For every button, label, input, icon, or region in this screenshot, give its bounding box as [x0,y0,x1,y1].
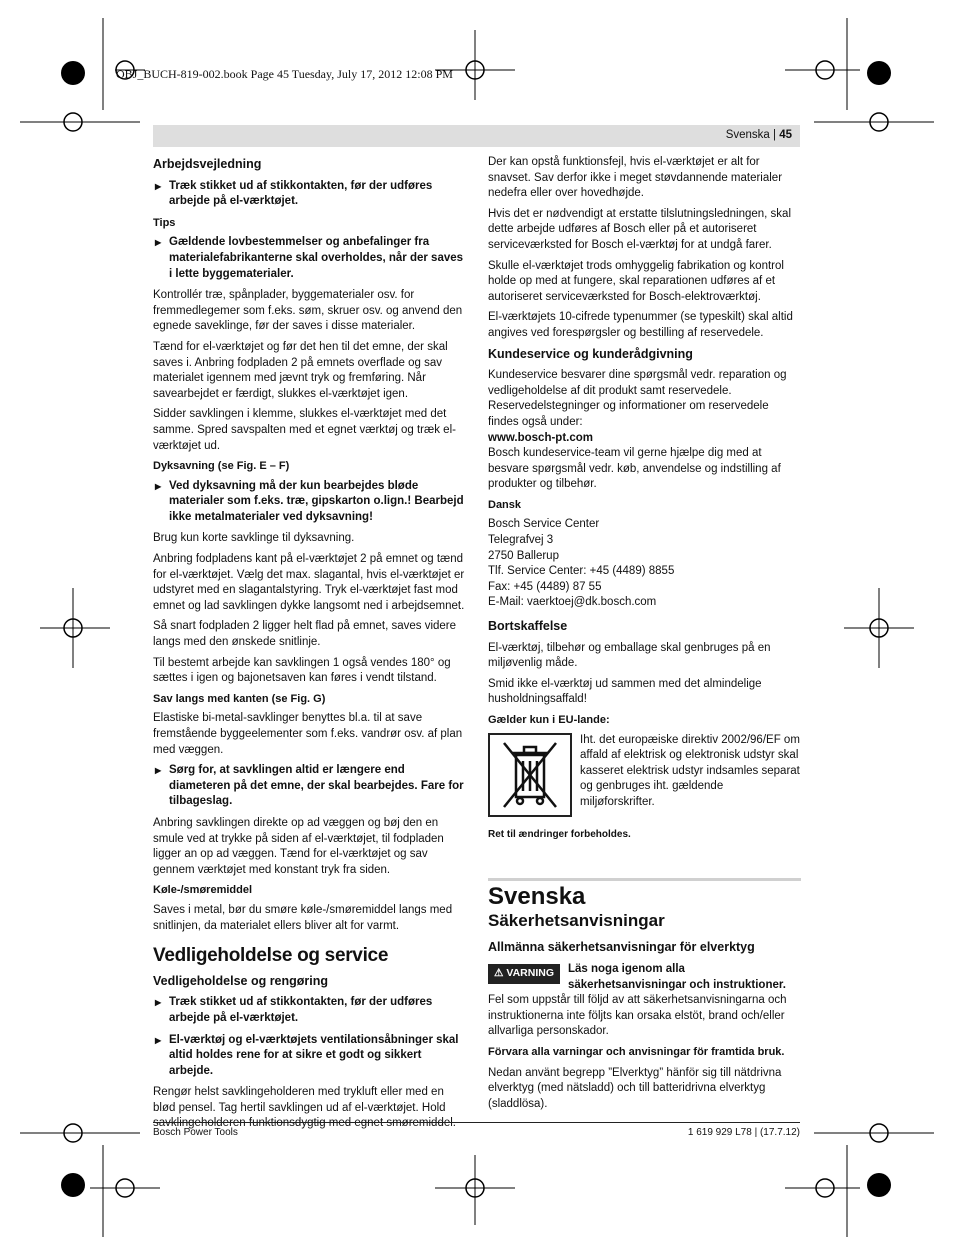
footer-code: 1 619 929 L78 | (17.7.12) [687,1127,800,1138]
weee-block [488,733,801,817]
paragraph: Smid ikke el-værktøj ud sammen med det almindelige husholdningsaffald! [488,677,762,706]
page-number: 45 [779,129,792,141]
url-link[interactable]: www.bosch-pt.com [488,431,593,444]
paragraph: Skulle el-værktøjet trods omhyggelig fabrikation og kontrol holde op med at fungere, skal reparationen udføres af et autoriseret serviceværksted for Bosch-elektroværktøj. [488,259,784,303]
paragraph: Der kan opstå funktionsfejl, hvis el-værktøjet er alt for snavset. Sav derfor ikke i meget støvdannende materialer nedefra eller over hovedhøjde. [488,156,783,200]
subheading: Dansk [488,498,522,511]
section-heading: Arbejdsvejledning [153,157,262,171]
address-line: Bosch Service Center [488,518,600,531]
warning-bold-text: Läs noga igenom alla säkerhetsanvisningar och instruktioner. [567,962,786,991]
subheading: Dyksavning (se Fig. E – F) [153,460,290,473]
paragraph: Brug kun korte savklinge til dyksavning. [153,532,355,545]
warning-bullet: ▶ Træk stikket ud af stikkontakten, før der udføres arbejde på el-værktøjet. [153,995,466,1026]
header-language: Svenska | [725,129,776,141]
subheading: Sav langs med kanten (se Fig. G) [153,692,326,705]
paragraph: Tænd for el-værktøjet og før det hen til det emne, der skal saves i. Anbring fodpladen 2 på emnets overflade og sav materialet igennem med jævnt tryk og fremføring. Når savearbejdet er færdigt, slukkes el-værktøjet igen. [153,340,448,400]
section-heading: Vedligeholdelse og rengøring [153,973,329,988]
page-header [153,125,800,147]
language-title: Svenska [488,883,586,911]
subheading: Tips [153,216,176,229]
warning-bullet: ▶ Træk stikket ud af stikkontakten, før der udføres arbejde på el-værktøjet. [153,179,466,210]
paragraph: Anbring fodpladens kant på el-værktøjet 2 på emnet og tænd for el-værktøjet. Vælg det max. slagantal, hvis el-værktøjet er udstyret med en slagantalstyring. Tryk el-værktøjet fast mod emnet og lad savklingen dykke langsomt ned i arbejdsemnet. [153,553,465,612]
section-heading: Bortskaffelse [488,619,568,634]
paragraph: Kontrollér træ, spånplader, byggematerialer osv. for fremmedlegemer som f.eks. søm, skruer osv. og anvend den egnede saveklinge, før der saves i disse materialer. [153,289,463,333]
warning-bullet: ▶ Ved dyksavning må der kun bearbejdes bløde materialer som f.eks. træ, gipskarton o.lign.! Bearbejd ikke metalmaterialer ved dyksavning! [153,479,466,526]
address-line: Tlf. Service Center: +45 (4489) 8855 [488,565,675,578]
warning-label: VARNING [506,966,554,979]
footer-brand: Bosch Power Tools [153,1127,238,1138]
section-heading: Allmänna säkerhetsanvisningar för elverktyg [488,940,755,955]
paragraph: Så snart fodpladen 2 ligger helt flad på emnet, saves videre langs med den ønskede snitlinje. [153,620,457,649]
right-column [488,155,801,1117]
paragraph: Sidder savklingen i klemme, slukkes el-værktøjet med det samme. Spred savspalten med et egnet værktøj og træk el-værktøjet ud. [153,408,456,452]
paragraph: Bosch kundeservice-team vil gerne hjælpe dig med at besvare spørgsmål vedr. køb, anvendelse og indstilling af produkter og tilbehør. [488,447,781,491]
email-link[interactable]: E-Mail: vaerktoej@dk.bosch.com [488,596,657,609]
section-title: Säkerhetsanvisningar [488,910,665,930]
section-title: Vedligeholdelse og service [153,945,389,967]
paragraph: Elastiske bi-metal-savklinger benyttes bl.a. til at save fremstående byggeelementer som f.eks. vandrør osv. af plan med væggen. [153,712,463,756]
paragraph: Hvis det er nødvendigt at erstatte tilslutningsledningen, skal dette arbejde udføres af Bosch eller på et autoriseret serviceværksted for Bosch el-værktøj for at undgå farer. [488,207,791,251]
crossed-bin-icon [488,733,572,817]
warning-badge: ⚠ VARNING [488,964,560,984]
warning-bullet: ▶ Sørg for, at savklingen altid er længere end diameteren på det emne, der skal bearbejdes. Fare for tilbageslag. [153,763,466,810]
paragraph: Iht. det europæiske direktiv 2002/96/EF om affald af elektrisk og elektronisk udstyr skal kasseret elektrisk udstyr indsamles separat og genbruges iht. gældende miljøforskrifter. [580,733,800,808]
print-info: OBJ_BUCH-819-002.book Page 45 Tuesday, July 17, 2012 12:08 PM [116,67,453,81]
paragraph: Til bestemt arbejde kan savklingen 1 også vendes 180° og sættes i igen og bajonetsaven kan føres i vendt tilstand. [153,656,451,685]
address-line: 2750 Ballerup [488,549,559,562]
left-column [153,155,466,1137]
paragraph: El-værktøjets 10-cifrede typenummer (se typeskilt) skal altid angives ved forespørgsler og bestilling af reservedele. [488,311,793,339]
header-text [726,129,792,141]
address-line: Fax: +45 (4489) 87 55 [488,580,602,593]
warning-bullet: ▶ Gældende lovbestemmelser og anbefalinger fra materialefabrikanterne skal overholdes, når der saves i lette byggematerialer. [153,235,466,282]
disclaimer: Ret til ændringer forbeholdes. [488,828,631,840]
address-block [488,517,801,611]
paragraph: Kundeservice besvarer dine spørgsmål vedr. reparation og vedligeholdelse af dit produkt samt reservedele. Reservedelstegninger og informationer om reservedele findes også under: [488,369,787,428]
warning-text: Fel som uppstår till följd av att säkerhetsanvisningarna och instruktionerna inte följts kan orsaka elstöt, brand och/eller allvarliga personskador. [488,994,787,1038]
paragraph: Saves i metal, bør du smøre køle-/smøremiddel langs med snitlinjen, da materialet ellers bliver alt for varmt. [153,903,453,932]
warning-bullet: ▶ El-værktøj og el-værktøjets ventilationsåbninger skal altid holdes rene for at sikre et godt og sikkert arbejde. [153,1033,466,1080]
footer-rule [153,1122,800,1123]
address-line: Telegrafvej 3 [488,534,554,547]
paragraph: Nedan använt begrepp ”Elverktyg” hänför sig till nätdrivna elverktyg (med nätsladd) och till batteridrivna elverktyg (sladdlösa). [488,1066,782,1110]
paragraph: Anbring savklingen direkte op ad væggen og bøj den en smule ved at trykke på siden af el-værktøjet, til fodpladen ligger an op ad væggen. Tænd for el-værktøjet og sav gennem værktøjet med konstant tryk fra siden. [153,816,444,876]
paragraph: El-værktøj, tilbehør og emballage skal genbruges på en miljøvenlig måde. [488,641,771,670]
section-heading: Kundeservice og kunderådgivning [488,346,693,361]
divider [488,878,801,881]
subheading: Køle-/smøremiddel [153,884,253,897]
subheading: Gælder kun i EU-lande: [488,714,610,726]
paragraph-bold: Förvara alla varningar och anvisningar för framtida bruk. [488,1045,785,1058]
paragraph: Rengør helst savklingeholderen med trykluft eller med en blød pensel. Tag hertil savklingen ud af el-værktøjet. Hold savklingeholderen funktionsdygtig med egnet smøremiddel. [153,1086,456,1130]
